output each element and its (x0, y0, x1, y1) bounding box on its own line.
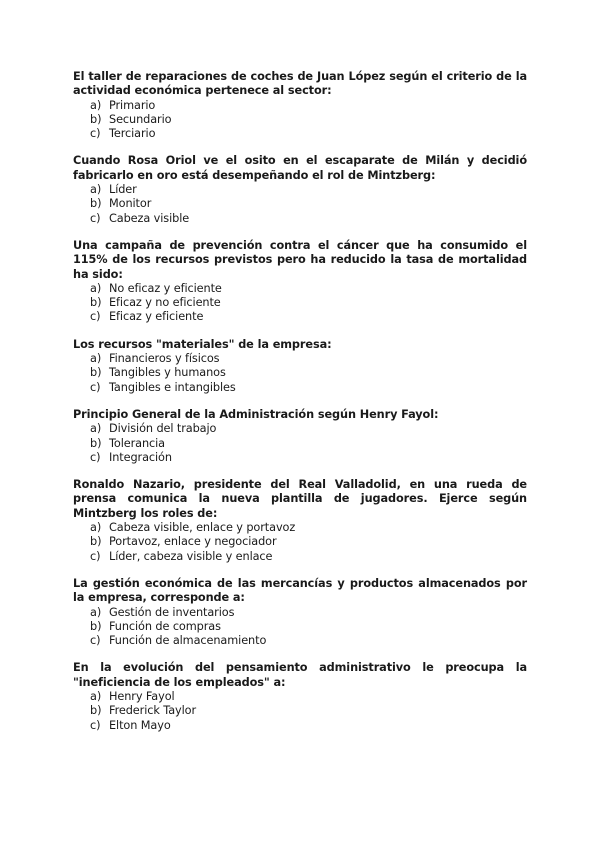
question-block (73, 154, 527, 225)
question-text: Principio General de la Administración según Henry Fayol: (73, 407, 439, 421)
answer-option (90, 620, 527, 634)
answer-options (73, 352, 527, 395)
option-letter: c) (90, 450, 101, 464)
option-text: Función de almacenamiento (109, 634, 267, 648)
question-block (73, 70, 527, 141)
option-letter: a) (90, 689, 102, 703)
answer-option (90, 127, 527, 141)
option-letter: b) (90, 535, 102, 549)
option-letter: c) (90, 211, 101, 225)
option-letter: b) (90, 436, 102, 450)
answer-options (73, 183, 527, 226)
option-text: Tangibles e intangibles (109, 380, 236, 394)
option-text: Frederick Taylor (109, 704, 197, 718)
answer-option (90, 99, 527, 113)
option-text: Eficaz y eficiente (109, 310, 204, 324)
option-text: Cabeza visible (109, 211, 190, 225)
question-block (73, 239, 527, 325)
answer-option (90, 550, 527, 564)
option-text: Elton Mayo (109, 718, 171, 732)
answer-options (73, 422, 527, 465)
option-text: Financieros y físicos (109, 352, 220, 366)
answer-options (73, 606, 527, 649)
answer-option (90, 352, 527, 366)
answer-option (90, 704, 527, 718)
option-letter: c) (90, 634, 101, 648)
answer-options (73, 99, 527, 142)
answer-options (73, 690, 527, 733)
option-letter: b) (90, 366, 102, 380)
option-text: Tolerancia (109, 436, 165, 450)
answer-option (90, 451, 527, 465)
option-letter: b) (90, 619, 102, 633)
option-text: Eficaz y no eficiente (109, 296, 221, 310)
answer-option (90, 521, 527, 535)
option-letter: c) (90, 127, 101, 141)
answer-option (90, 535, 527, 549)
option-letter: a) (90, 605, 102, 619)
option-letter: a) (90, 98, 102, 112)
option-text: Primario (109, 98, 156, 112)
question-block (73, 661, 527, 732)
option-text: Secundario (109, 112, 172, 126)
answer-options (73, 521, 527, 564)
option-letter: b) (90, 704, 102, 718)
answer-option (90, 634, 527, 648)
answer-option (90, 197, 527, 211)
question-text: En la evolución del pensamiento administrativo le preocupa la "ineficiencia de los empleados" a: (73, 661, 527, 689)
option-text: Gestión de inventarios (109, 605, 235, 619)
question-text: Cuando Rosa Oriol ve el osito en el escaparate de Milán y decidió fabricarlo en oro está desempeñando el rol de Mintzberg: (73, 154, 527, 182)
option-letter: a) (90, 352, 102, 366)
option-text: Función de compras (109, 619, 221, 633)
option-letter: c) (90, 549, 101, 563)
option-letter: a) (90, 422, 102, 436)
question-text: La gestión económica de las mercancías y productos almacenados por la empresa, corresponde a: (73, 576, 527, 605)
option-text: Cabeza visible, enlace y portavoz (109, 521, 296, 535)
answer-option (90, 437, 527, 451)
option-text: Líder, cabeza visible y enlace (109, 549, 273, 563)
answer-options (73, 282, 527, 325)
option-text: Integración (109, 450, 172, 464)
answer-option (90, 606, 527, 620)
option-text: Portavoz, enlace y negociador (109, 535, 277, 549)
question-text: El taller de reparaciones de coches de Juan López según el criterio de la actividad económica pertenece al sector: (73, 70, 527, 98)
question-text: Una campaña de prevención contra el cáncer que ha consumido el 115% de los recursos previstos pero ha reducido la tasa de mortalidad ha sido: (73, 238, 527, 281)
option-letter: b) (90, 112, 102, 126)
option-letter: a) (90, 521, 102, 535)
answer-option (90, 310, 527, 324)
answer-option (90, 690, 527, 704)
option-text: Tangibles y humanos (109, 366, 226, 380)
answer-option (90, 113, 527, 127)
answer-option (90, 282, 527, 296)
answer-option (90, 381, 527, 395)
answer-option (90, 719, 527, 733)
question-text: Ronaldo Nazario, presidente del Real Valladolid, en una rueda de prensa comunica la nueva plantilla de jugadores. Ejerce según Mintzberg los roles de: (73, 478, 527, 520)
answer-option (90, 183, 527, 197)
option-letter: b) (90, 197, 102, 211)
option-text: Henry Fayol (109, 689, 175, 703)
option-letter: c) (90, 718, 101, 732)
answer-option (90, 366, 527, 380)
answer-option (90, 296, 527, 310)
option-text: Terciario (109, 127, 156, 141)
option-text: División del trabajo (109, 422, 217, 436)
answer-option (90, 212, 527, 226)
option-text: Líder (109, 183, 137, 197)
option-letter: a) (90, 183, 102, 197)
question-block (73, 577, 527, 648)
answer-option (90, 422, 527, 436)
question-block (73, 478, 527, 564)
option-text: Monitor (109, 197, 152, 211)
question-text: Los recursos "materiales" de la empresa: (73, 337, 332, 351)
option-letter: c) (90, 380, 101, 394)
option-text: No eficaz y eficiente (109, 281, 222, 295)
option-letter: c) (90, 310, 101, 324)
question-block (73, 338, 527, 395)
question-block (73, 408, 527, 465)
quiz-page (73, 70, 527, 746)
option-letter: b) (90, 296, 102, 310)
option-letter: a) (90, 281, 102, 295)
